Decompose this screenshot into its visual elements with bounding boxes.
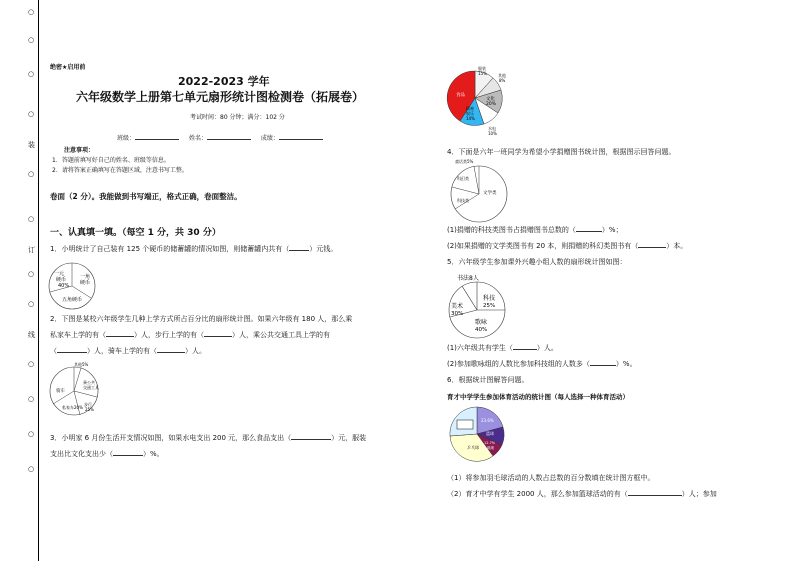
expenses-label-culture: 文化 (486, 97, 495, 102)
q4-part: (1)捐赠的科技类图书占捐赠图书总数的（ (447, 226, 576, 234)
q2-line1: 2．下图是某校六年级学生几种上学方式所占百分比的扇形统计图。如果六年级有 180 人，那么乘 (50, 315, 353, 323)
student-fields (117, 133, 323, 142)
secret-label: 绝密★启用前 (50, 64, 86, 71)
sports-label-jumprope: 跳绳 (487, 446, 494, 450)
q6-part: ）人；参加 (681, 490, 717, 498)
notes-heading: 注意事项： (64, 147, 95, 154)
binding-mark: ○ (28, 360, 35, 368)
svg-text:15%: 15% (478, 71, 487, 76)
expenses-label-clothing: 服装 (478, 66, 486, 71)
q5-part: ）人。 (536, 344, 558, 352)
name-field[interactable] (207, 139, 251, 140)
q3-part: ）元，服装 (331, 434, 367, 442)
q5-text: 5．六年级学生参加课外兴趣小组人数的扇形统计图如图： (447, 258, 627, 266)
binding-mark: ○ (28, 300, 35, 308)
q4-sub1 (447, 224, 623, 237)
binding-mark: ○ (28, 215, 35, 223)
binding-mark: ○ (28, 270, 35, 278)
q5-part: (1)六年级共有学生（ (447, 344, 513, 352)
note-item: 2．请将答案正确填写在答题区域，注意书写工整。 (52, 167, 188, 174)
q3-answer-diff[interactable] (113, 455, 143, 456)
binding-mark: ○ (28, 36, 35, 44)
q5-part: (2)参加歌咏组的人数比参加科技组的人数多（ (447, 360, 590, 368)
q2-answer-car[interactable] (106, 336, 134, 337)
q4-answer-science[interactable] (576, 231, 602, 232)
binding-mark: ○ (28, 110, 35, 118)
transport-label-walk-b: 25% (85, 407, 94, 412)
books-label-scifi: 科幻类 (457, 176, 469, 181)
transport-label-bus: 乘公共 (83, 380, 95, 385)
books-pie-chart (447, 160, 517, 224)
q3-part: 3．小明家 6 月份生活开支情况如图，如果水电支出 200 元，那么食品支出（ (50, 434, 292, 442)
q1-part: ）元钱。 (309, 245, 338, 253)
q4-part: (2)如果捐赠的文学类图书有 20 本，则捐赠的科幻类图书有（ (447, 242, 639, 250)
q2-part: ）人。 (185, 347, 206, 355)
binding-mark: ○ (28, 430, 35, 438)
coins-label-5jiao: 五角硬币 (62, 297, 83, 303)
q1-answer[interactable] (289, 250, 309, 251)
svg-text:14%: 14% (466, 116, 475, 121)
hobby-label-art: 美术 (451, 303, 464, 310)
expenses-pie-chart (448, 66, 512, 136)
transport-label-walk: 步行 (84, 402, 92, 407)
hobby-pie-chart (447, 272, 517, 340)
q2-line2 (50, 329, 330, 342)
transport-pie-chart (48, 364, 108, 424)
books-label-science: 科技类 (457, 198, 469, 203)
neatness-note: 卷面（2 分）。我能做到书写端正，格式正确，卷面整洁。 (50, 192, 242, 201)
q6-text: 6．根据统计图解答问题。 (447, 376, 529, 384)
q2-line3 (50, 345, 206, 358)
q6-chart-title: 育才中学学生参加体育活动的统计图（每人选择一种体育活动） (447, 393, 629, 401)
svg-text:8%: 8% (499, 78, 506, 83)
svg-text:20%: 20% (486, 102, 497, 107)
year-title: 2022-2023 学年 (178, 75, 270, 88)
q3-line2 (50, 448, 164, 461)
hobby-label-calligraphy: 书法8人 (457, 275, 479, 282)
q3-part: ）%。 (143, 450, 164, 458)
coins-pie-chart (48, 262, 108, 312)
q5-part: ）%。 (615, 360, 637, 368)
hobby-label-choir: 歌咏 (475, 319, 488, 326)
q5-sub2 (447, 358, 637, 371)
svg-text:25%: 25% (483, 303, 496, 309)
q6-sub1: （1）将参加羽毛球活动的人数占总数的百分数填在统计图方框中。 (447, 474, 655, 482)
binding-mark: ○ (28, 170, 35, 178)
q5-sub1 (447, 342, 558, 355)
sports-label-pingpong: 乒乓球 (467, 445, 479, 450)
class-field[interactable] (135, 139, 179, 140)
binding-mark: ○ (28, 395, 35, 403)
q6-part: （2）育才中学有学生 2000 人，那么参加篮球活动的有（ (447, 490, 628, 498)
binding-mark: 订 (28, 246, 35, 254)
binding-strip (28, 0, 42, 561)
sports-pie-chart (447, 404, 507, 464)
svg-text:10%: 10% (488, 131, 497, 136)
q4-sub2 (447, 240, 687, 253)
q5-answer-diff[interactable] (590, 365, 616, 366)
sports-label-jumprope-pct: 12.7% (484, 441, 496, 445)
q4-part: ）%； (601, 226, 623, 234)
svg-text:40%: 40% (475, 327, 488, 333)
books-label-literature: 文学类 (483, 191, 497, 196)
page-title: 六年级数学上册第七单元扇形统计图检测卷（拓展卷） (76, 90, 365, 104)
q4-text: 4．下面是六年一班同学为希望小学捐赠图书统计图，根据图示回答问题。 (447, 148, 676, 156)
expenses-label-utilities: 水电 (488, 126, 496, 131)
q4-part: ）本。 (666, 242, 688, 250)
svg-text:30%: 30% (451, 311, 464, 317)
q3-part: 支出比文化支出少（ (50, 450, 113, 458)
q4-answer-scifi[interactable] (638, 247, 666, 248)
q2-answer-walk[interactable] (204, 336, 232, 337)
binding-mark: 线 (28, 331, 35, 339)
binding-mark: ○ (28, 8, 35, 16)
transport-label-car: 私家车20% (62, 405, 83, 410)
q6-answer-basketball[interactable] (628, 495, 682, 496)
section1-heading: 一、认真填一填。（每空 1 分，共 30 分） (50, 228, 221, 238)
transport-label-bike: 骑车 (56, 389, 65, 394)
q2-part: ）人，乘公共交通工具上学的有 (232, 331, 330, 339)
exam-info: 考试时间：80 分钟；满分：102 分 (190, 114, 285, 121)
coins-label-1jiao: 一角 (80, 274, 91, 280)
q2-part: ）人，骑车上学的有（ (87, 347, 157, 355)
books-label-fairy: 童话类5% (455, 159, 474, 164)
q2-answer-bus[interactable] (57, 352, 87, 353)
score-label: 成绩： (260, 135, 279, 142)
q1-part: 1．小明统计了自己装有 125 个硬币的储蓄罐的情况如图，则储蓄罐内共有（ (50, 245, 290, 253)
q1-text (50, 243, 337, 256)
q2-part: ）人，步行上学的有（ (134, 331, 204, 339)
binding-mark: 装 (28, 141, 35, 149)
transport-label-other: 其他5% (74, 362, 89, 367)
coins-label-1yuan: 一元 (54, 271, 65, 277)
sports-label-pct: 23.6% (481, 418, 494, 423)
coins-label-1yuan-b: 硬币 (56, 277, 67, 283)
expenses-label-food: 食品 (456, 93, 465, 98)
hobby-label-science: 科技 (483, 295, 496, 302)
binding-mark: ○ (28, 465, 35, 473)
sports-label-basketball: 篮球 (486, 431, 494, 436)
sports-answer-box[interactable] (457, 420, 473, 429)
q2-part: （ (50, 347, 57, 355)
q2-answer-bike[interactable] (157, 352, 185, 353)
coins-pct-1yuan: 40% (58, 283, 70, 289)
class-label: 班级： (117, 135, 136, 142)
coins-label-1jiao-b: 硬币 (80, 280, 91, 286)
q6-sub2 (447, 488, 717, 501)
q5-answer-total[interactable] (513, 349, 537, 350)
expenses-label-other: 其他 (498, 73, 506, 78)
note-item: 1．答题前填写好自己的姓名、班级等信息。 (52, 157, 170, 164)
score-field[interactable] (279, 139, 323, 140)
expenses-label-entertainment: 精神 (466, 106, 474, 111)
name-label: 姓名： (188, 135, 207, 142)
q3-answer-food[interactable] (291, 439, 331, 440)
svg-text:娱乐: 娱乐 (466, 111, 474, 116)
transport-label-bus-b: 交通工具 (83, 385, 99, 390)
binding-mark: ○ (28, 70, 35, 78)
q2-part: 私家车上学的有（ (50, 331, 106, 339)
q3-line1 (50, 432, 366, 445)
